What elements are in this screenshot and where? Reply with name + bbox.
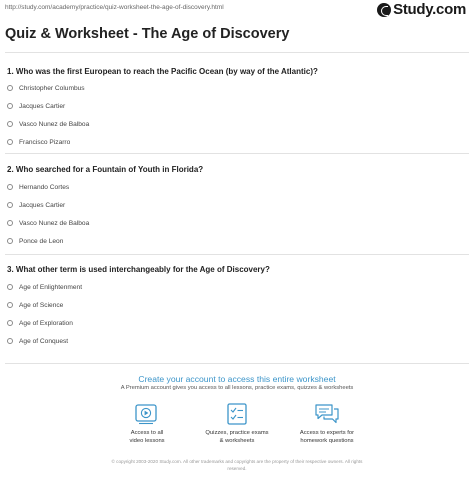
study-logo-text: Study.com <box>393 1 466 18</box>
copyright-line: reserved. <box>227 465 247 471</box>
answer-option[interactable] <box>7 235 63 247</box>
feature-label-line: video lessons <box>129 437 165 444</box>
option-label: Francisco Pizarro <box>19 138 71 146</box>
page-title: Quiz & Worksheet - The Age of Discovery <box>5 26 290 42</box>
answer-option[interactable] <box>7 136 70 148</box>
create-account-link[interactable]: Create your account to access this entire worksheet <box>138 374 336 384</box>
radio-button[interactable] <box>7 320 13 326</box>
radio-button[interactable] <box>7 220 13 226</box>
radio-button[interactable] <box>7 238 13 244</box>
cta-divider <box>5 363 469 364</box>
top-bar <box>0 0 474 22</box>
radio-button[interactable] <box>7 184 13 190</box>
answer-option[interactable] <box>7 335 68 347</box>
title-divider <box>5 52 469 53</box>
option-label: Ponce de Leon <box>19 237 64 245</box>
option-label: Age of Conquest <box>19 337 69 345</box>
premium-description: A Premium account gives you access to all lessons, practice exams, quizzes & worksheets <box>120 385 354 391</box>
option-label: Hernando Cortes <box>19 183 70 191</box>
radio-button[interactable] <box>7 121 13 127</box>
question-divider <box>5 153 469 154</box>
feature-label-line: Access to experts for <box>299 430 355 436</box>
radio-button[interactable] <box>7 85 13 91</box>
option-label: Age of Enlightenment <box>19 283 83 291</box>
radio-button[interactable] <box>7 202 13 208</box>
radio-button[interactable] <box>7 302 13 308</box>
option-label: Age of Science <box>19 301 64 309</box>
option-label: Jacques Cartier <box>19 102 66 110</box>
copyright-footer <box>0 459 474 473</box>
quiz-checklist-icon <box>224 403 250 425</box>
video-play-icon <box>134 403 160 425</box>
feature-experts <box>287 403 367 446</box>
option-label: Age of Exploration <box>19 319 73 327</box>
option-label: Vasco Nunez de Balboa <box>19 219 90 227</box>
radio-button[interactable] <box>7 284 13 290</box>
question-1: 1. Who was the first European to reach the Pacific Ocean (by way of the Atlantic)? <box>7 67 318 76</box>
radio-button[interactable] <box>7 103 13 109</box>
option-label: Vasco Nunez de Balboa <box>19 120 90 128</box>
feature-label-line: Quizzes, practice exams <box>205 430 269 436</box>
answer-option[interactable] <box>7 100 65 112</box>
answer-option[interactable] <box>7 217 89 229</box>
feature-label-line: Access to all <box>130 430 164 436</box>
feature-label-line: & worksheets <box>219 437 255 444</box>
feature-label-line: homework questions <box>300 437 354 444</box>
expert-chat-icon <box>314 403 340 425</box>
radio-button[interactable] <box>7 338 13 344</box>
answer-option[interactable] <box>7 181 69 193</box>
question-divider <box>5 254 469 255</box>
option-label: Christopher Columbus <box>19 84 85 92</box>
option-label: Jacques Cartier <box>19 201 66 209</box>
radio-button[interactable] <box>7 139 13 145</box>
answer-option[interactable] <box>7 199 65 211</box>
answer-option[interactable] <box>7 317 73 329</box>
question-2: 2. Who searched for a Fountain of Youth in Florida? <box>7 165 204 174</box>
answer-option[interactable] <box>7 281 82 293</box>
answer-option[interactable] <box>7 82 85 94</box>
feature-quizzes <box>197 403 277 446</box>
page-url: http://study.com/academy/practice/quiz-worksheet-the-age-of-discovery.html <box>5 4 224 11</box>
copyright-line: © copyright 2003-2020 Study.com. All other trademarks and copyrights are the property of their respective owners. All rights <box>111 459 363 464</box>
question-3: 3. What other term is used interchangeably for the Age of Discovery? <box>7 265 270 274</box>
study-logo-icon <box>377 3 391 17</box>
answer-option[interactable] <box>7 299 63 311</box>
answer-option[interactable] <box>7 118 89 130</box>
feature-video-lessons <box>107 403 187 446</box>
study-logo[interactable] <box>377 1 466 18</box>
